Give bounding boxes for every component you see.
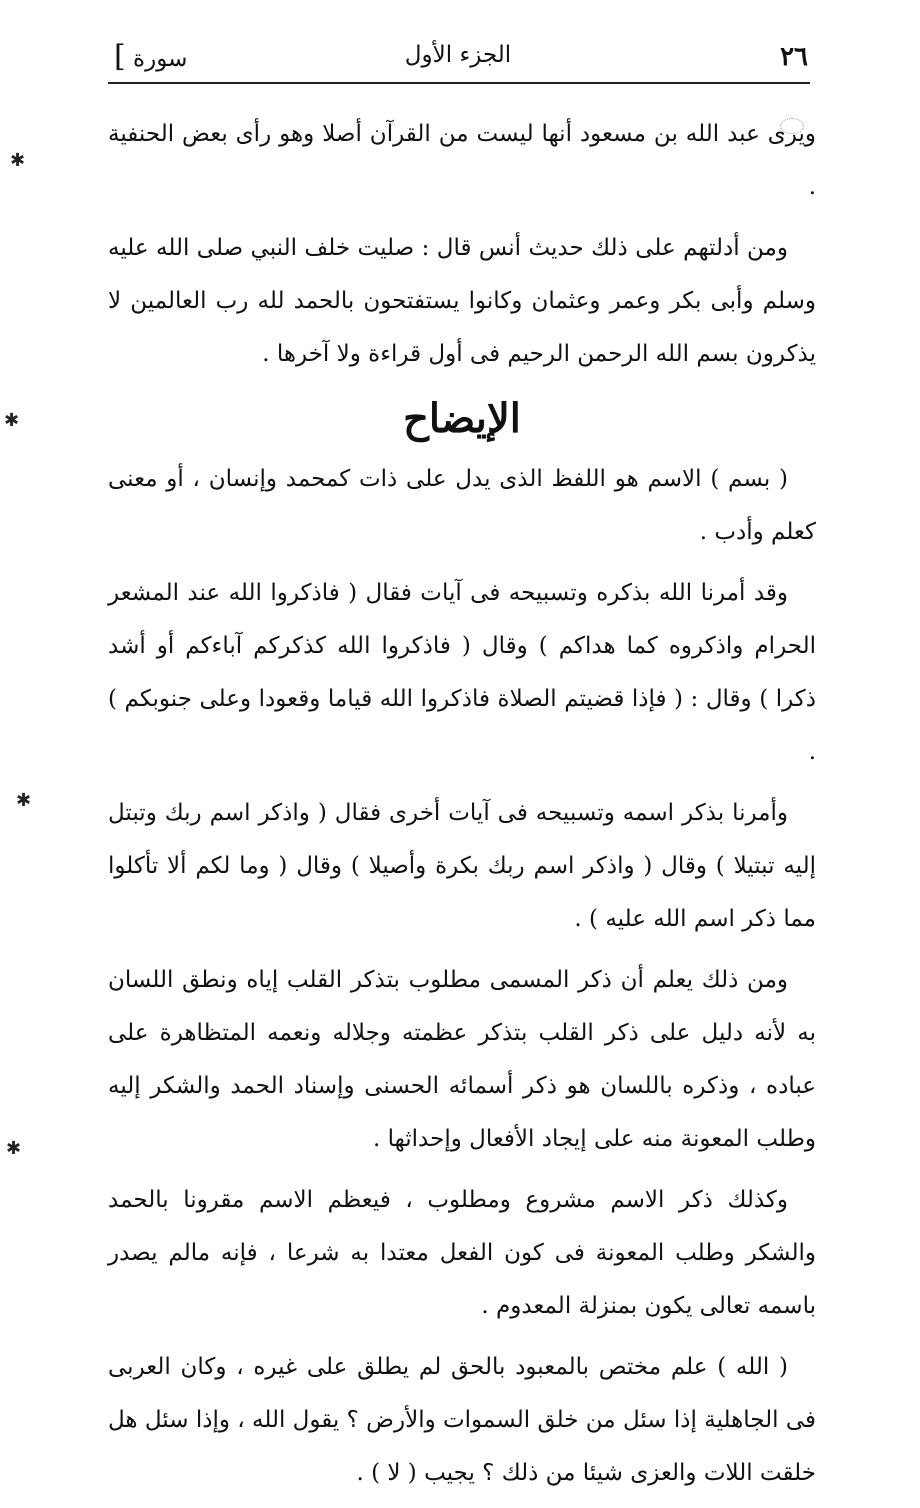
paragraph-4: وقد أمرنا الله بذكره وتسبيحه فى آيات فقال ( فاذكروا الله عند المشعر الحرام واذكروه كما هداكم ) وقال ( فاذكروا الله كذكركم آباءكم أو أشد ذكرا ) وقال : ( فإذا قضيتم الصلاة فاذكروا الله قياما وقعودا وعلى جنوبكم ) .: [108, 580, 816, 765]
page-number: ٢٦: [780, 42, 808, 72]
paragraph-2: ومن أدلتهم على ذلك حديث أنس قال : صليت خلف النبي صلى الله عليه وسلم وأبى بكر وعمر وعثمان وكانوا يستفتحون بالحمد لله رب العالمين لا يذكرون بسم الله الرحمن الرحيم فى أول قراءة ولا آخرها .: [108, 235, 816, 367]
bracket-glyph: ]: [114, 39, 126, 74]
paragraph-6: ومن ذلك يعلم أن ذكر المسمى مطلوب بتذكر القلب إياه ونطق اللسان به لأنه دليل على ذكر القلب بتذكر عظمته وجلاله ونعمه المتظاهرة على عباده ، وذكره باللسان هو ذكر أسمائه الحسنى وإسناد الحمد والشكر إليه وطلب المعونة منه على إيجاد الأفعال وإحداثها .: [108, 967, 816, 1152]
margin-mark-4: ✱: [6, 1138, 22, 1159]
part-title: الجزء الأول: [404, 42, 512, 68]
margin-mark-1: ✱: [10, 150, 26, 171]
margin-mark-2: ✱: [4, 410, 20, 431]
surah-label-group: [108, 39, 188, 74]
paragraph-3: ( بسم ) الاسم هو اللفظ الذى يدل على ذات كمحمد وإنسان ، أو معنى كعلم وأدب .: [108, 466, 816, 545]
margin-mark-3: ✱: [16, 790, 32, 811]
paragraph-5: وأمرنا بذكر اسمه وتسبيحه فى آيات أخرى فقال ( واذكر اسم ربك وتبتل إليه تبتيلا ) وقال ( واذكر اسم ربك بكرة وأصيلا ) وقال ( وما لكم ألا تأكلوا مما ذكر اسم الله عليه ) .: [108, 800, 816, 932]
page-body: [108, 108, 816, 1508]
paragraph-1: ويرى عبد الله بن مسعود أنها ليست من القرآن أصلا وهو رأى بعض الحنفية .: [108, 121, 816, 200]
ink-smudge: [780, 118, 804, 134]
section-title: الإيضاح: [403, 395, 521, 442]
page-header: [108, 40, 808, 80]
paragraph-7: وكذلك ذكر الاسم مشروع ومطلوب ، فيعظم الاسم مقرونا بالحمد والشكر وطلب المعونة فى كون الفعل معتدا به شرعا ، فإنه مالم يصدر باسمه تعالى يكون بمنزلة المعدوم .: [108, 1187, 816, 1319]
surah-label: سورة: [133, 46, 188, 72]
paragraph-8: ( الله ) علم مختص بالمعبود بالحق لم يطلق على غيره ، وكان العربى فى الجاهلية إذا سئل من خلق السموات والأرض ؟ يقول الله ، وإذا سئل هل خلقت اللات والعزى شيئا من ذلك ؟ يجيب ( لا ) .: [108, 1354, 816, 1486]
header-rule: [108, 82, 810, 84]
